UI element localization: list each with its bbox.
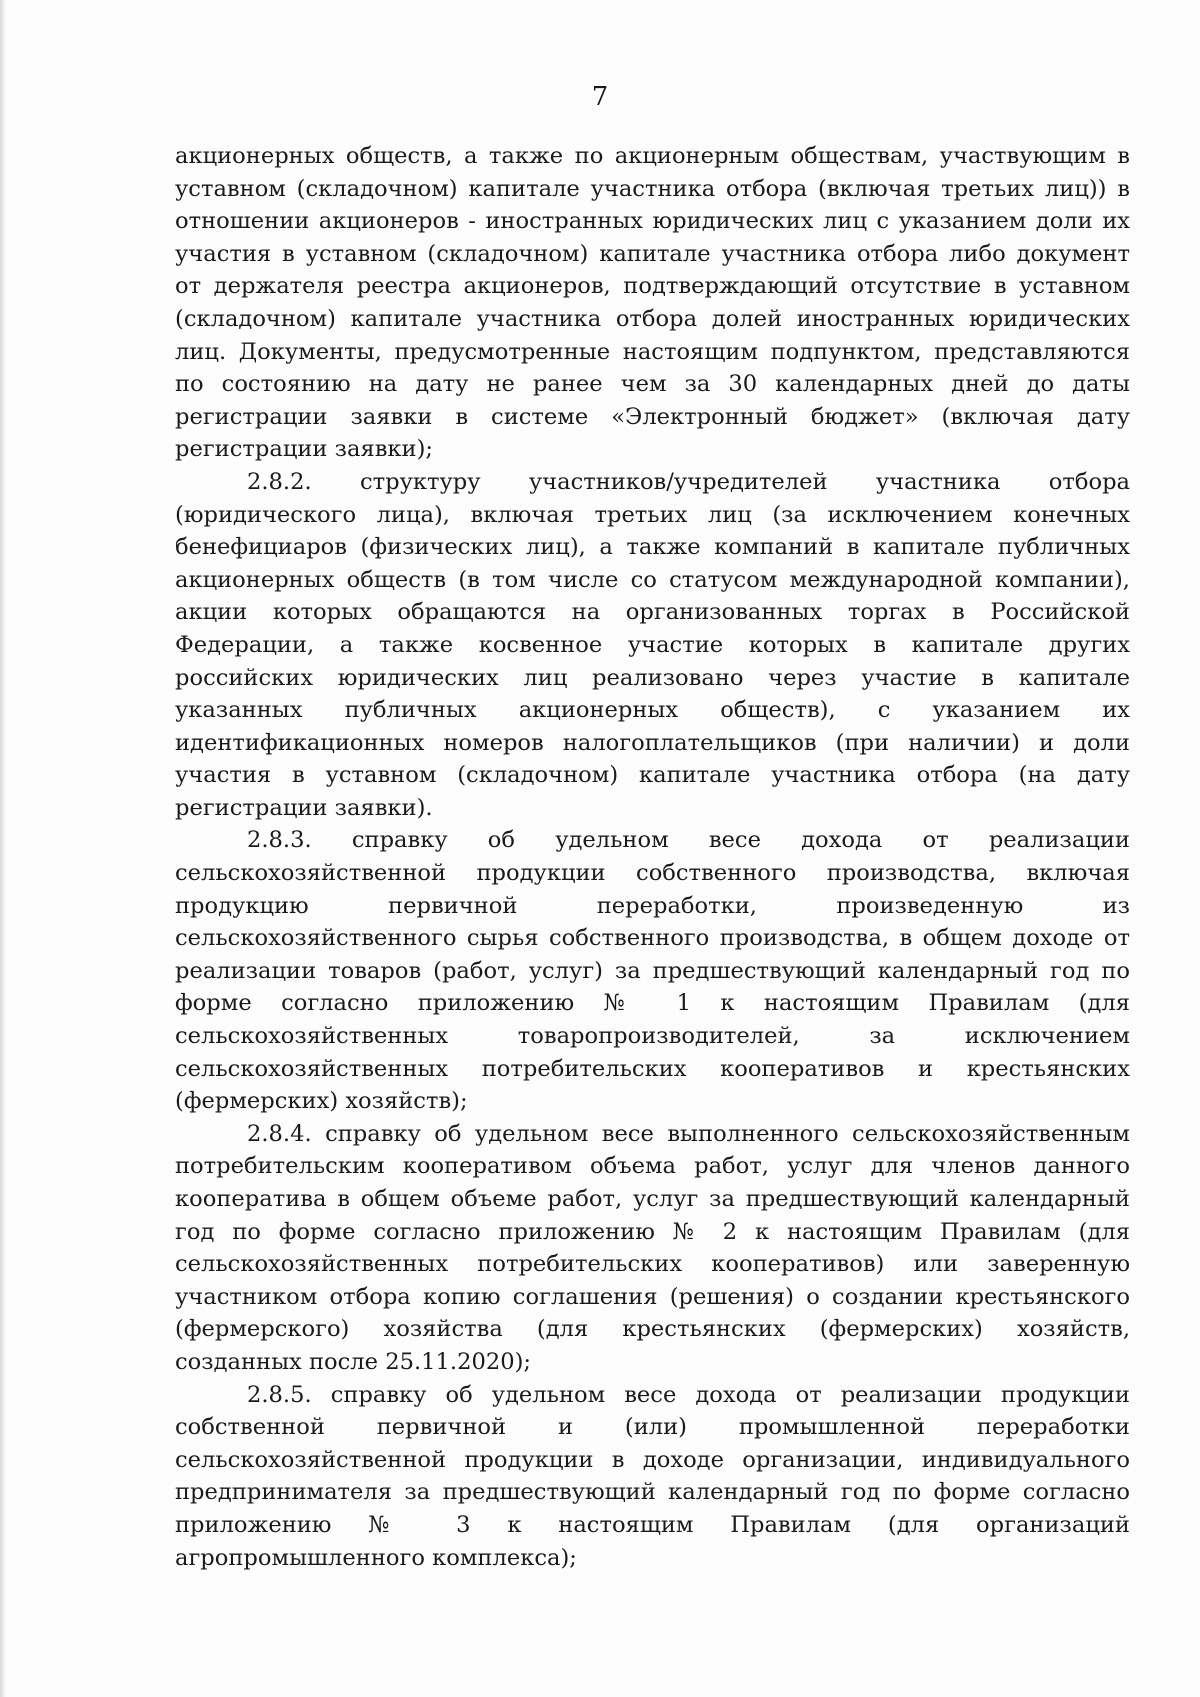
text-line: кооператива в общем объеме работ, услуг за предшествующий календарный bbox=[175, 1186, 1130, 1212]
text-line: участия в уставном (складочном) капитале участника отбора (на дату bbox=[175, 762, 1130, 789]
text-line: регистрации заявки в системе «Электронный бюджет» (включая дату bbox=[175, 403, 1130, 430]
text-line: приложению № 3 к настоящим Правилам (для организаций bbox=[175, 1511, 1130, 1538]
text-line: участия в уставном (складочном) капитале участника отбора либо документ bbox=[175, 240, 1130, 267]
text-line: акции которых обращаются на организованных торгах в Российской bbox=[175, 599, 1130, 626]
text-line: форме согласно приложению № 1 к настоящим Правилам (для bbox=[175, 990, 1130, 1017]
text-line: реализации товаров (работ, услуг) за предшествующий календарный год по bbox=[175, 957, 1130, 984]
text-line: уставном (складочном) капитале участника отбора (включая третьих лиц)) в bbox=[175, 175, 1130, 202]
text-line: отношении акционеров - иностранных юридических лиц с указанием доли их bbox=[175, 208, 1130, 235]
text-line: регистрации заявки). bbox=[175, 794, 433, 821]
text-line: потребительским кооперативом объема работ, услуг для членов данного bbox=[175, 1153, 1130, 1180]
text-line: по состоянию на дату не ранее чем за 30 календарных дней до даты bbox=[175, 371, 1130, 398]
text-line: (складочном) капитале участника отбора долей иностранных юридических bbox=[175, 305, 1130, 332]
text-line: 2.8.4. справку об удельном весе выполненного сельскохозяйственным bbox=[247, 1120, 1130, 1147]
document-body bbox=[175, 140, 1130, 1574]
text-line: акционерных обществ (в том числе со статусом международной компании), bbox=[175, 566, 1130, 593]
text-line: 2.8.3. справку об удельном весе дохода от реализации bbox=[247, 827, 1130, 854]
text-line: сельскохозяйственной продукции собственного производства, включая bbox=[175, 860, 1130, 887]
text-line: сельскохозяйственной продукции в доходе организации, индивидуального bbox=[175, 1446, 1130, 1473]
text-line: от держателя реестра акционеров, подтверждающий отсутствие в уставном bbox=[175, 273, 1130, 300]
text-line: созданных после 25.11.2020); bbox=[175, 1348, 531, 1375]
text-line: акционерных обществ, а также по акционерным обществам, участвующим в bbox=[175, 143, 1130, 169]
text-line: 2.8.2. структуру участников/учредителей участника отбора bbox=[247, 468, 1130, 495]
text-line: продукцию первичной переработки, произведенную из bbox=[175, 892, 1130, 919]
page-number: 7 bbox=[591, 82, 609, 112]
text-line: сельскохозяйственных потребительских кооперативов и крестьянских bbox=[175, 1055, 1130, 1082]
text-line: лиц. Документы, предусмотренные настоящим подпунктом, представляются bbox=[175, 338, 1130, 365]
text-line: Федерации, а также косвенное участие которых в капитале других bbox=[175, 631, 1130, 658]
text-line: регистрации заявки); bbox=[175, 436, 434, 463]
text-line: указанных публичных акционерных обществ), с указанием их bbox=[175, 697, 1130, 724]
text-line: участником отбора копию соглашения (решения) о создании крестьянского bbox=[175, 1283, 1130, 1310]
text-line: агропромышленного комплекса); bbox=[175, 1544, 577, 1571]
text-line: идентификационных номеров налогоплательщиков (при наличии) и доли bbox=[175, 729, 1130, 756]
text-line: предпринимателя за предшествующий календарный год по форме согласно bbox=[175, 1479, 1130, 1506]
text-line: сельскохозяйственного сырья собственного производства, в общем доходе от bbox=[175, 925, 1130, 952]
text-line: год по форме согласно приложению № 2 к настоящим Правилам (для bbox=[175, 1218, 1130, 1245]
text-line: российских юридических лиц реализовано через участие в капитале bbox=[175, 664, 1130, 691]
text-line: (фермерского) хозяйства (для крестьянских (фермерских) хозяйств, bbox=[175, 1316, 1130, 1343]
text-line: сельскохозяйственных потребительских кооперативов) или заверенную bbox=[175, 1251, 1130, 1278]
text-line: сельскохозяйственных товаропроизводителей, за исключением bbox=[175, 1023, 1130, 1050]
text-line: (юридического лица), включая третьих лиц (за исключением конечных bbox=[175, 501, 1130, 528]
text-line: 2.8.5. справку об удельном весе дохода от реализации продукции bbox=[247, 1381, 1130, 1408]
scan-edge bbox=[0, 0, 6, 1697]
text-line: собственной первичной и (или) промышленной переработки bbox=[175, 1414, 1130, 1441]
text-line: (фермерских) хозяйств); bbox=[175, 1088, 468, 1115]
text-line: бенефициаров (физических лиц), а также компаний в капитале публичных bbox=[175, 534, 1130, 561]
